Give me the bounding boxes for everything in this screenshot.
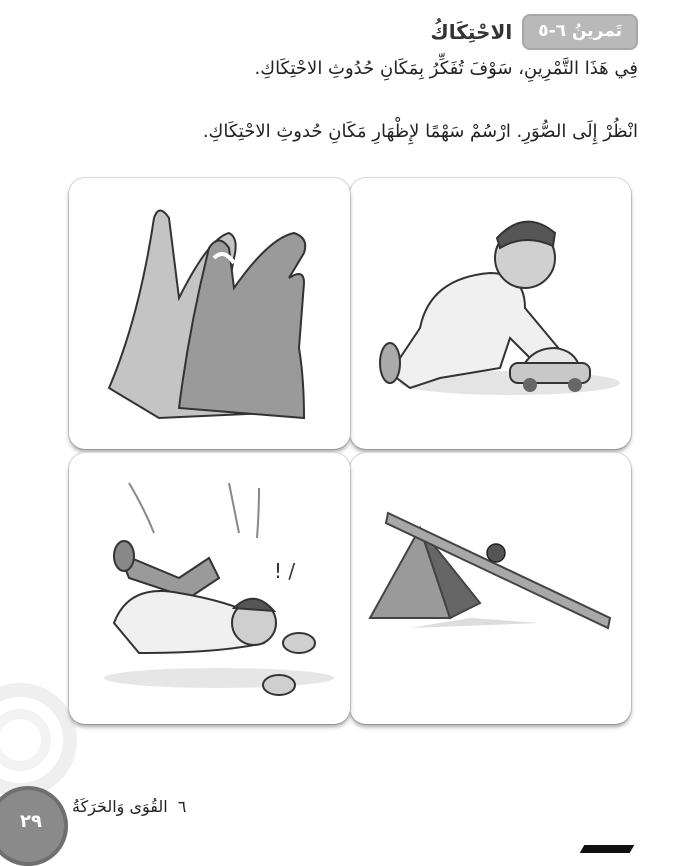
boy-pushing-toy-car-illustration bbox=[350, 178, 631, 449]
chapter-footer bbox=[72, 797, 186, 816]
ball-on-inclined-plank-illustration bbox=[350, 453, 631, 724]
exercise-header bbox=[430, 14, 638, 50]
svg-text:! /: ! / bbox=[274, 559, 296, 583]
instruction-text: انْظُرْ إِلَى الصُّوَرِ. ارْسُمْ سَهْمًا لإِظْهَارِ مَكَانِ حُدوثِ الاحْتِكَاكِ. bbox=[202, 121, 638, 142]
intro-text: فِي هَذَا التَّمْرِينِ، سَوْفَ تُفَكِّرُ بِمَكَانِ حُدُوثِ الاحْتِكَاكِ. bbox=[254, 58, 638, 79]
exercise-title: الاحْتِكَاكُ bbox=[430, 20, 513, 44]
boy-falling-illustration bbox=[69, 453, 350, 724]
chapter-number: ٦ bbox=[177, 797, 187, 816]
decorative-swirl bbox=[0, 680, 80, 800]
clapping-hands-illustration bbox=[69, 178, 350, 449]
chapter-title: القُوَى وَالحَرَكَةُ bbox=[72, 797, 168, 816]
page-number: ٢٩ bbox=[20, 811, 42, 832]
exercise-badge: تَمرينُ ٦-٥ bbox=[522, 14, 638, 50]
corner-decoration bbox=[580, 845, 635, 853]
